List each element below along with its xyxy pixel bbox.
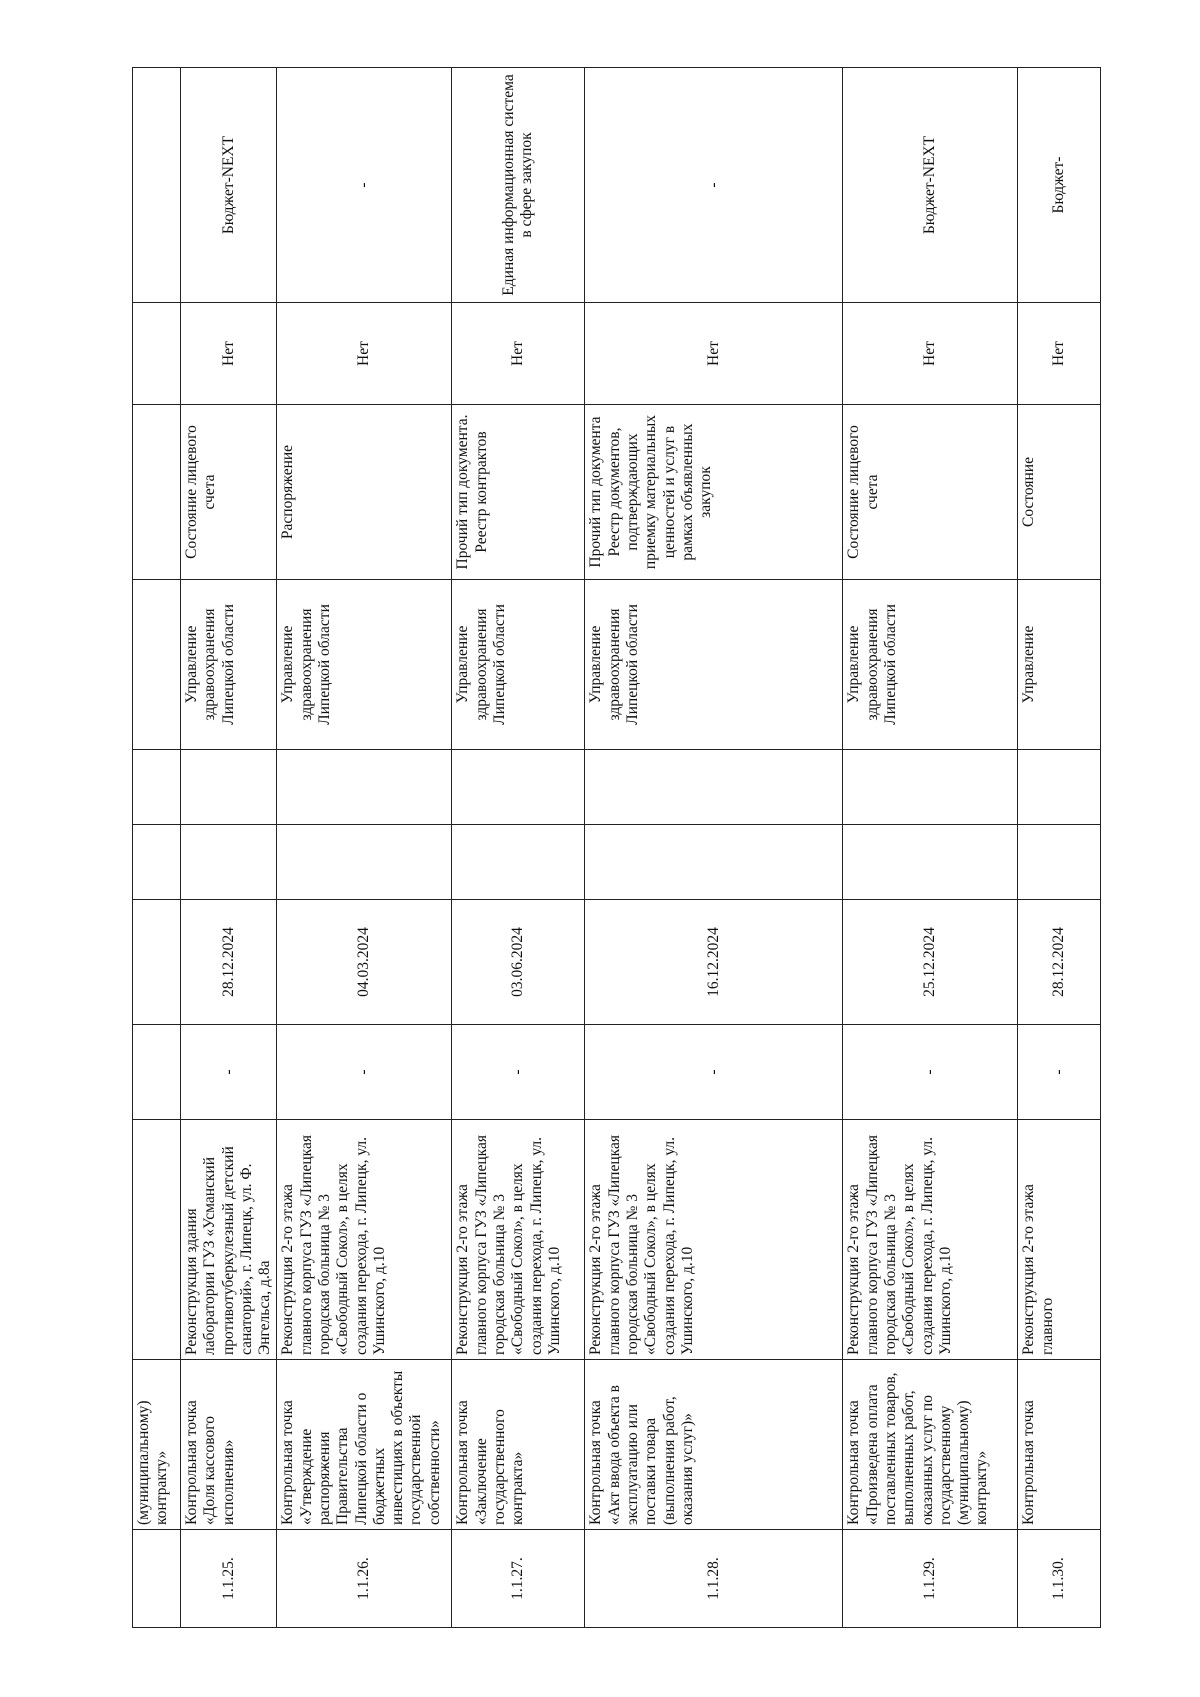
control-point-name: Контрольная точка «Утверждение распоряжения Правительства Липецкой области о бюджетных инвестициях в объекты государственной собственности» [277, 1360, 452, 1530]
empty-cell [585, 825, 843, 900]
empty-cell [1018, 750, 1101, 825]
dash-cell: - [1018, 1025, 1101, 1120]
flag-value [133, 303, 181, 405]
responsible-authority: Управление здравоохранения Липецкой области [181, 580, 277, 750]
control-point-name: Контрольная точка «Заключение государственного контракта» [452, 1360, 585, 1530]
row-number: 1.1.30. [1018, 1530, 1101, 1628]
document-type: Прочий тип документа Реестр документов, подтверждающих приемку материальных ценностей и услуг в рамках объявленных закупок [585, 405, 843, 580]
table-row [181, 68, 277, 1628]
information-system [133, 68, 181, 303]
flag-value: Нет [1018, 303, 1101, 405]
control-point-name: (муниципальному) контракту» [133, 1360, 181, 1530]
responsible-authority: Управление здравоохранения Липецкой области [452, 580, 585, 750]
object-description: Реконструкция здания лаборатории ГУЗ «Усманский противотуберкулезный детский санаторий», г. Липецк, ул. Ф. Энгельса, д.8а [181, 1120, 277, 1360]
empty-cell [277, 750, 452, 825]
information-system: - [585, 68, 843, 303]
deadline-date [133, 900, 181, 1025]
control-point-name: Контрольная точка «Доля кассового исполнения» [181, 1360, 277, 1530]
information-system: Бюджет- [1018, 68, 1101, 303]
table-body [133, 68, 1101, 1628]
row-number: 1.1.29. [843, 1530, 1018, 1628]
deadline-date: 04.03.2024 [277, 900, 452, 1025]
document-type: Распоряжение [277, 405, 452, 580]
object-description: Реконструкция 2-го этажа главного корпуса ГУЗ «Липецкая городская больница № 3 «Свободный Сокол», в целях создания перехода, г. Липецк, ул. Ушинского, д.10 [452, 1120, 585, 1360]
table-row [843, 68, 1018, 1628]
document-type [133, 405, 181, 580]
empty-cell [585, 750, 843, 825]
information-system: Единая информационная система в сфере закупок [452, 68, 585, 303]
flag-value: Нет [843, 303, 1018, 405]
empty-cell [133, 750, 181, 825]
control-point-name: Контрольная точка «Произведена оплата поставленных товаров, выполненных работ, оказанных услуг по государственному (муниципальному) контракту» [843, 1360, 1018, 1530]
document-type: Состояние лицевого счета [181, 405, 277, 580]
deadline-date: 25.12.2024 [843, 900, 1018, 1025]
table-row [585, 68, 843, 1628]
deadline-date: 28.12.2024 [1018, 900, 1101, 1025]
table-row [133, 68, 181, 1628]
empty-cell [133, 825, 181, 900]
flag-value: Нет [452, 303, 585, 405]
object-description: Реконструкция 2-го этажа главного корпуса ГУЗ «Липецкая городская больница № 3 «Свободный Сокол», в целях создания перехода, г. Липецк, ул. Ушинского, д.10 [585, 1120, 843, 1360]
document-type: Прочий тип документа. Реестр контрактов [452, 405, 585, 580]
empty-cell [452, 750, 585, 825]
deadline-date: 28.12.2024 [181, 900, 277, 1025]
control-point-name: Контрольная точка «Акт ввода объекта в эксплуатацию или поставки товара (выполнения работ, оказания услуг)» [585, 1360, 843, 1530]
dash-cell: - [452, 1025, 585, 1120]
dash-cell: - [277, 1025, 452, 1120]
empty-cell [452, 825, 585, 900]
deadline-date: 03.06.2024 [452, 900, 585, 1025]
deadline-date: 16.12.2024 [585, 900, 843, 1025]
object-description: Реконструкция 2-го этажа главного корпуса ГУЗ «Липецкая городская больница № 3 «Свободный Сокол», в целях создания перехода, г. Липецк, ул. Ушинского, д.10 [843, 1120, 1018, 1360]
row-number [133, 1530, 181, 1628]
responsible-authority: Управление здравоохранения Липецкой области [843, 580, 1018, 750]
empty-cell [181, 825, 277, 900]
dash-cell: - [181, 1025, 277, 1120]
responsible-authority: Управление [1018, 580, 1101, 750]
information-system: Бюджет-NEXT [843, 68, 1018, 303]
dash-cell: - [843, 1025, 1018, 1120]
control-points-table [132, 67, 1101, 1628]
flag-value: Нет [585, 303, 843, 405]
object-description: Реконструкция 2-го этажа главного [1018, 1120, 1101, 1360]
object-description: Реконструкция 2-го этажа главного корпуса ГУЗ «Липецкая городская больница № 3 «Свободный Сокол», в целях создания перехода, г. Липецк, ул. Ушинского, д.10 [277, 1120, 452, 1360]
responsible-authority: Управление здравоохранения Липецкой области [277, 580, 452, 750]
table-row [452, 68, 585, 1628]
row-number: 1.1.25. [181, 1530, 277, 1628]
rotated-table-wrapper [132, 68, 1092, 1628]
table-row [1018, 68, 1101, 1628]
dash-cell: - [585, 1025, 843, 1120]
flag-value: Нет [277, 303, 452, 405]
object-description [133, 1120, 181, 1360]
information-system: - [277, 68, 452, 303]
row-number: 1.1.27. [452, 1530, 585, 1628]
flag-value: Нет [181, 303, 277, 405]
responsible-authority [133, 580, 181, 750]
empty-cell [181, 750, 277, 825]
row-number: 1.1.28. [585, 1530, 843, 1628]
control-point-name: Контрольная точка [1018, 1360, 1101, 1530]
dash-cell [133, 1025, 181, 1120]
empty-cell [1018, 825, 1101, 900]
row-number: 1.1.26. [277, 1530, 452, 1628]
empty-cell [277, 825, 452, 900]
empty-cell [843, 750, 1018, 825]
responsible-authority: Управление здравоохранения Липецкой области [585, 580, 843, 750]
table-row [277, 68, 452, 1628]
information-system: Бюджет-NEXT [181, 68, 277, 303]
empty-cell [843, 825, 1018, 900]
document-type: Состояние [1018, 405, 1101, 580]
document-type: Состояние лицевого счета [843, 405, 1018, 580]
